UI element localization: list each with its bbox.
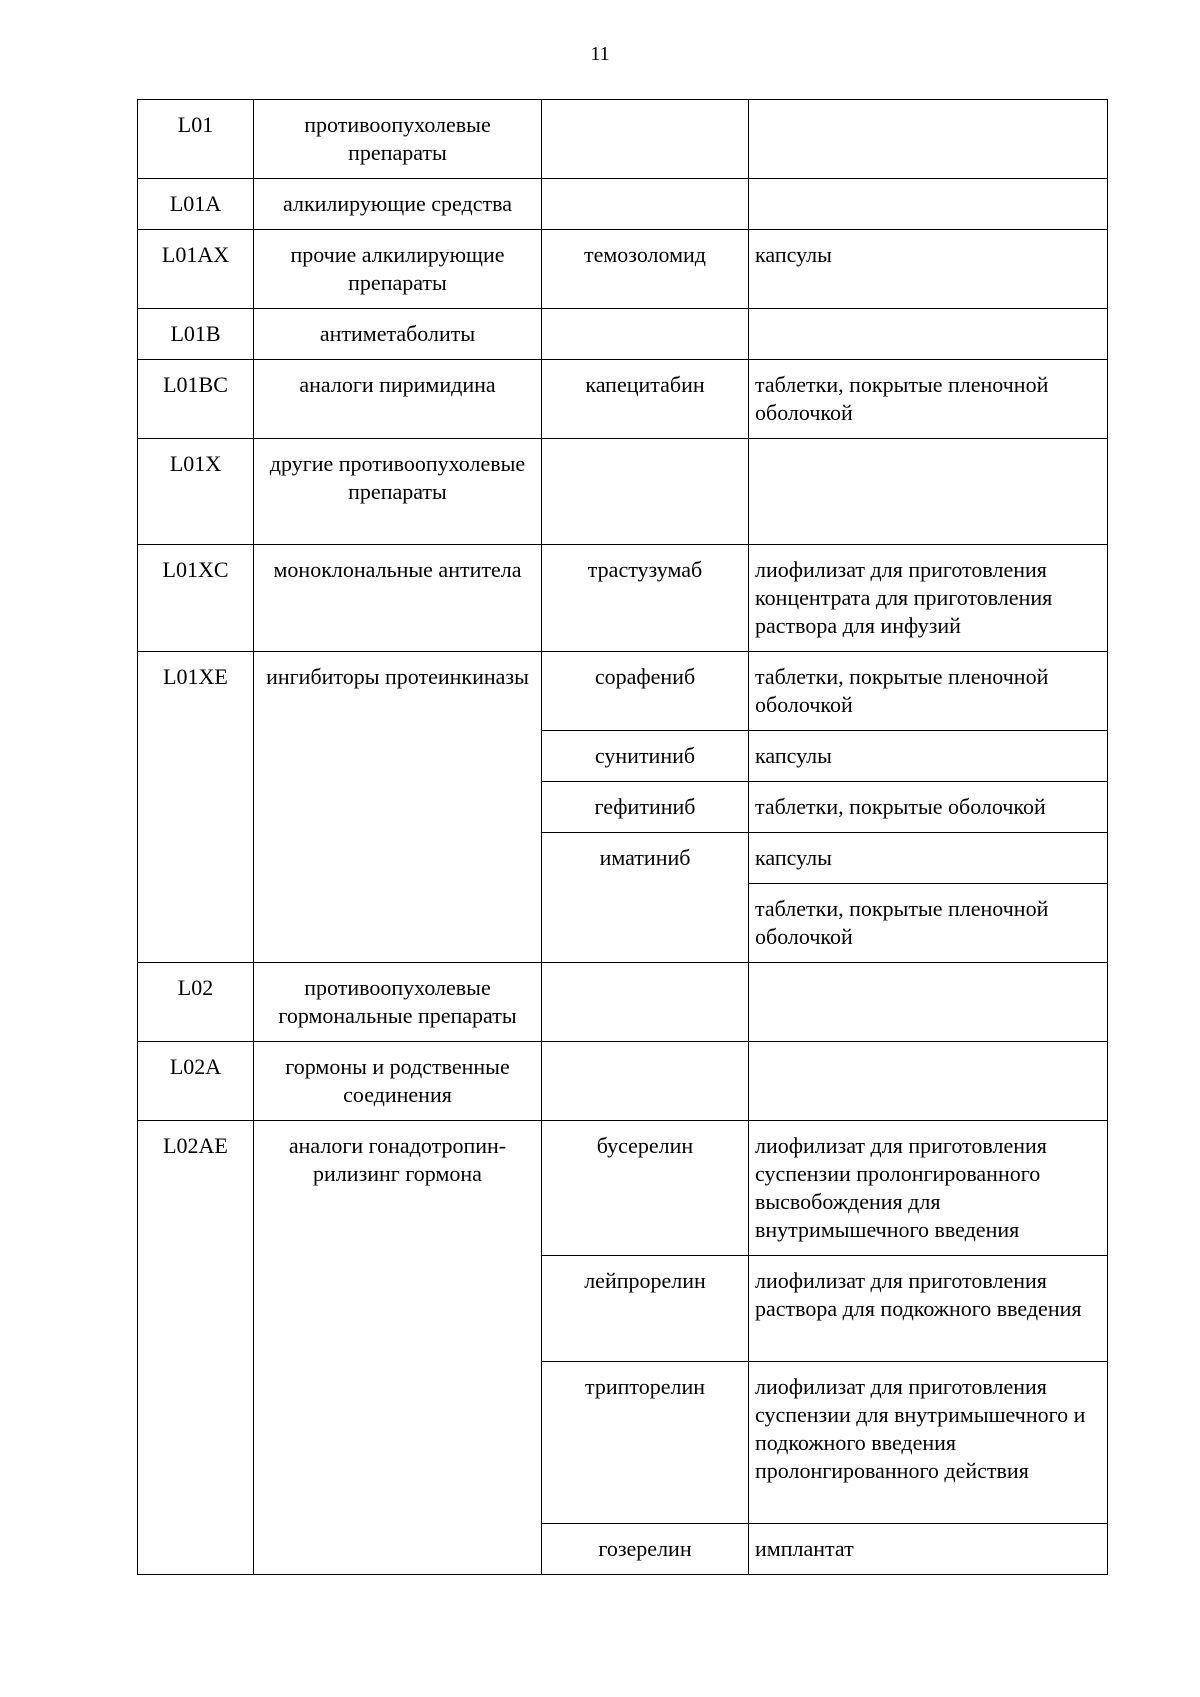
atc-code-cell: L01B xyxy=(138,309,254,360)
drug-name-cell: бусерелин xyxy=(542,1121,749,1256)
atc-group-cell: прочие алкилирующие препараты xyxy=(254,230,542,309)
dosage-form-cell xyxy=(749,1042,1108,1121)
dosage-form-cell xyxy=(749,439,1108,545)
drug-name-cell: трипторелин xyxy=(542,1362,749,1524)
drug-name-cell xyxy=(542,1042,749,1121)
table-row xyxy=(138,1121,1108,1256)
atc-group-cell: алкилирующие средства xyxy=(254,179,542,230)
drug-name-cell: сунитиниб xyxy=(542,731,749,782)
dosage-form-cell: лиофилизат для приготовления суспензии пролонгированного высвобождения для внутримышечного введения xyxy=(749,1121,1108,1256)
atc-group-cell: аналоги пиримидина xyxy=(254,360,542,439)
atc-code-cell: L02 xyxy=(138,963,254,1042)
atc-group-cell: антиметаболиты xyxy=(254,309,542,360)
atc-code-cell: L01AX xyxy=(138,230,254,309)
atc-group-cell: гормоны и родственные соединения xyxy=(254,1042,542,1121)
drug-name-cell xyxy=(542,309,749,360)
dosage-form-cell: имплантат xyxy=(749,1524,1108,1575)
atc-group-cell: ингибиторы протеинкиназы xyxy=(254,652,542,963)
dosage-form-cell xyxy=(749,179,1108,230)
atc-code-cell: L01BC xyxy=(138,360,254,439)
drug-name-cell xyxy=(542,100,749,179)
atc-code-cell: L01XE xyxy=(138,652,254,963)
atc-group-cell: противоопухолевые препараты xyxy=(254,100,542,179)
dosage-form-cell: капсулы xyxy=(749,230,1108,309)
drug-name-cell: гефитиниб xyxy=(542,782,749,833)
atc-group-cell: другие противоопухолевые препараты xyxy=(254,439,542,545)
drug-table xyxy=(137,99,1108,1575)
drug-name-cell: гозерелин xyxy=(542,1524,749,1575)
table-row xyxy=(138,963,1108,1042)
dosage-form-cell: таблетки, покрытые пленочной оболочкой xyxy=(749,652,1108,731)
atc-group-cell: противоопухолевые гормональные препараты xyxy=(254,963,542,1042)
dosage-form-cell: капсулы xyxy=(749,833,1108,884)
table-row xyxy=(138,652,1108,731)
atc-code-cell: L02A xyxy=(138,1042,254,1121)
table-row xyxy=(138,1042,1108,1121)
atc-code-cell: L01 xyxy=(138,100,254,179)
drug-name-cell xyxy=(542,439,749,545)
dosage-form-cell: таблетки, покрытые пленочной оболочкой xyxy=(749,360,1108,439)
page-number: 11 xyxy=(590,43,610,65)
drug-name-cell: темозоломид xyxy=(542,230,749,309)
atc-code-cell: L01XC xyxy=(138,545,254,652)
dosage-form-cell: лиофилизат для приготовления раствора для подкожного введения xyxy=(749,1256,1108,1362)
drug-name-cell: трастузумаб xyxy=(542,545,749,652)
atc-group-cell: аналоги гонадотропин-рилизинг гормона xyxy=(254,1121,542,1575)
dosage-form-cell: таблетки, покрытые оболочкой xyxy=(749,782,1108,833)
table-row xyxy=(138,230,1108,309)
dosage-form-cell xyxy=(749,963,1108,1042)
drug-name-cell xyxy=(542,963,749,1042)
table-row xyxy=(138,360,1108,439)
drug-name-cell: иматиниб xyxy=(542,833,749,963)
drug-name-cell: капецитабин xyxy=(542,360,749,439)
table-row xyxy=(138,179,1108,230)
dosage-form-cell: капсулы xyxy=(749,731,1108,782)
dosage-form-cell: лиофилизат для приготовления суспензии для внутримышечного и подкожного введения пролонгированного действия xyxy=(749,1362,1108,1524)
drug-name-cell: сорафениб xyxy=(542,652,749,731)
dosage-form-cell: таблетки, покрытые пленочной оболочкой xyxy=(749,884,1108,963)
drug-name-cell: лейпрорелин xyxy=(542,1256,749,1362)
table-row xyxy=(138,100,1108,179)
atc-code-cell: L01X xyxy=(138,439,254,545)
dosage-form-cell: лиофилизат для приготовления концентрата для приготовления раствора для инфузий xyxy=(749,545,1108,652)
atc-code-cell: L01A xyxy=(138,179,254,230)
atc-group-cell: моноклональные антитела xyxy=(254,545,542,652)
table-row xyxy=(138,545,1108,652)
table-row xyxy=(138,439,1108,545)
dosage-form-cell xyxy=(749,309,1108,360)
drug-name-cell xyxy=(542,179,749,230)
table-row xyxy=(138,309,1108,360)
dosage-form-cell xyxy=(749,100,1108,179)
atc-code-cell: L02AE xyxy=(138,1121,254,1575)
